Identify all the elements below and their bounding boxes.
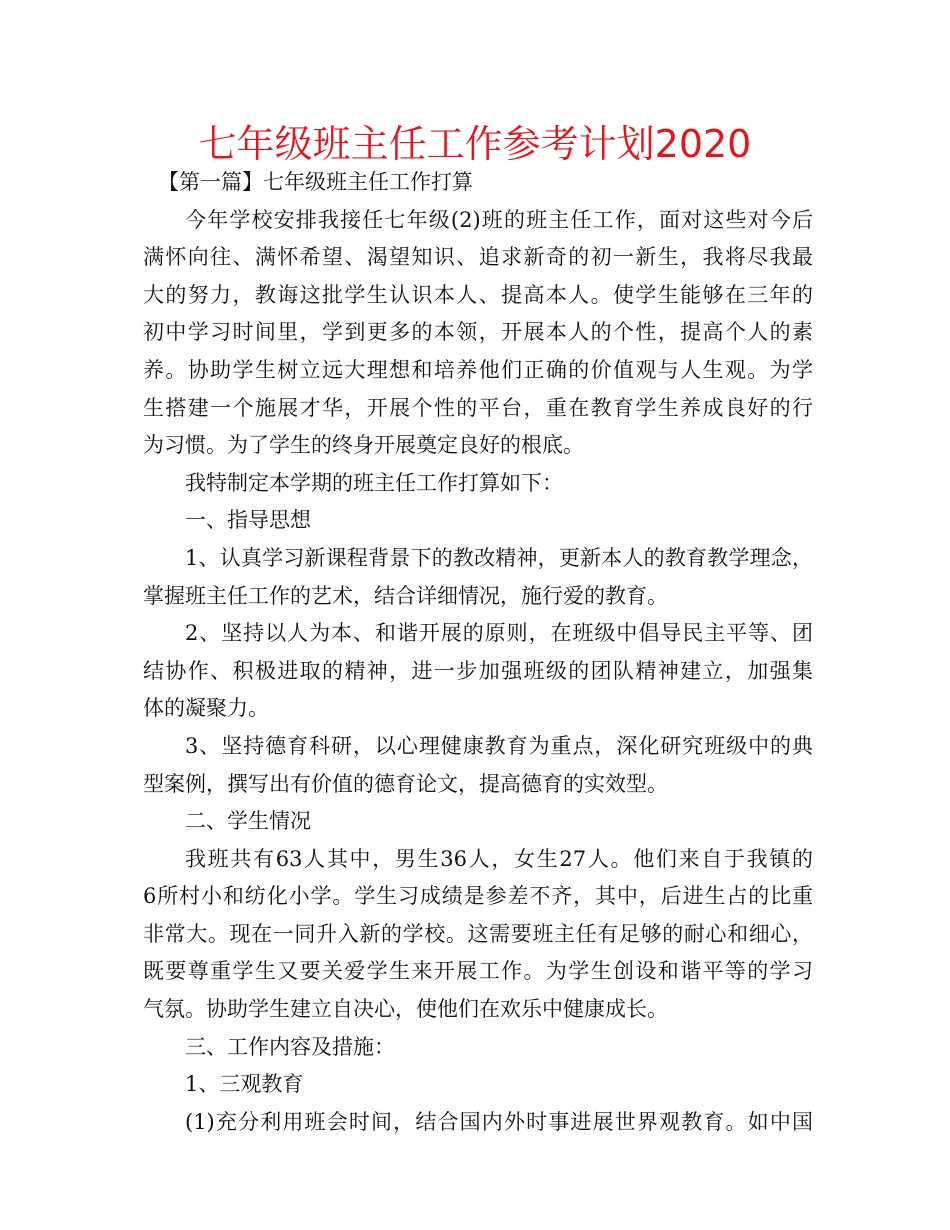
text-line: 今年学校安排我接任七年级(2)班的班主任工作，面对这些对今后 (185, 207, 813, 232)
text-line: 1、三观教育 (185, 1072, 304, 1097)
text-line: 为习惯。为了学生的终身开展奠定良好的根底。 (143, 433, 584, 458)
text-line: 非常大。现在一同升入新的学校。这需要班主任有足够的耐心和细心， (143, 921, 813, 946)
text-line: 一、指导思想 (185, 508, 311, 533)
text-line: 大的努力，教诲这批学生认识本人、提高本人。使学生能够在三年的 (143, 282, 813, 307)
text-line: 1、认真学习新课程背景下的教改精神，更新本人的教育教学理念， (185, 545, 813, 570)
text-line: 2、坚持以人为本、和谐开展的原则，在班级中倡导民主平等、团 (185, 621, 813, 646)
text-line: 体的凝聚力。 (143, 696, 269, 721)
text-line: 初中学习时间里，学到更多的本领，开展本人的个性，提高个人的素 (143, 320, 813, 345)
text-line: 结协作、积极进取的精神，进一步加强班级的团队精神建立，加强集 (143, 658, 813, 683)
document-title: 七年级班主任工作参考计划2020 (198, 122, 752, 166)
text-line: 气氛。协助学生建立自决心，使他们在欢乐中健康成长。 (143, 997, 668, 1022)
text-line: 掌握班主任工作的艺术，结合详细情况，施行爱的教育。 (143, 583, 668, 608)
section-heading: 【第一篇】七年级班主任工作打算 (158, 170, 473, 194)
text-line: 满怀向往、满怀希望、渴望知识、追求新奇的初一新生，我将尽我最 (143, 245, 813, 270)
text-line: 6所村小和纺化小学。学生习成绩是参差不齐，其中，后进生占的比重 (143, 884, 813, 909)
document-body (143, 164, 813, 1141)
text-line: 型案例，撰写出有价值的德育论文，提高德育的实效型。 (143, 771, 668, 796)
text-line: 养。协助学生树立远大理想和培养他们正确的价值观与人生观。为学 (143, 357, 813, 382)
text-line: 我特制定本学期的班主任工作打算如下： (185, 470, 563, 495)
text-line: 我班共有63人其中，男生36人，女生27人。他们来自于我镇的 (185, 846, 813, 871)
text-line: 生搭建一个施展才华，开展个性的平台，重在教育学生养成良好的行 (143, 395, 813, 420)
text-line: 二、学生情况 (185, 809, 311, 834)
text-line: 3、坚持德育科研，以心理健康教育为重点，深化研究班级中的典 (185, 733, 813, 758)
text-line: 三、工作内容及措施： (185, 1034, 395, 1059)
text-line: 既要尊重学生又要关爱学生来开展工作。为学生创设和谐平等的学习 (143, 959, 813, 984)
text-line: (1)充分利用班会时间，结合国内外时事进展世界观教育。如中国 (185, 1109, 813, 1134)
